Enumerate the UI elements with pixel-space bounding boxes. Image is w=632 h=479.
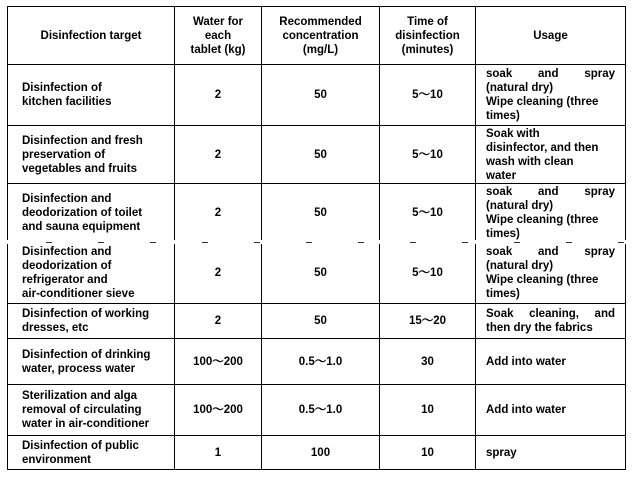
cell-concentration: 50	[262, 65, 380, 126]
cell-usage: Soak with disinfector, and then wash with clean water	[476, 126, 626, 184]
cell-concentration: 50	[262, 126, 380, 184]
cell-time: 5～10	[380, 243, 476, 304]
cell-usage: Add into water	[476, 339, 626, 385]
cell-water: 100～200	[175, 339, 262, 385]
cell-time: 30	[380, 339, 476, 385]
table-body	[8, 65, 626, 470]
cell-concentration: 100	[262, 436, 380, 470]
table-row	[8, 184, 626, 243]
cell-water: 2	[175, 126, 262, 184]
cell-time: 5～10	[380, 126, 476, 184]
cell-concentration: 0.5～1.0	[262, 385, 380, 436]
cell-target: Disinfection of kitchen facilities	[8, 65, 175, 126]
cell-water: 2	[175, 243, 262, 304]
cell-water: 2	[175, 304, 262, 339]
cell-concentration: 50	[262, 184, 380, 243]
cell-target: Disinfection of working dresses, etc	[8, 304, 175, 339]
cell-water: 1	[175, 436, 262, 470]
table-row	[8, 436, 626, 470]
cell-usage: Soak cleaning, and then dry the fabrics	[476, 304, 626, 339]
header-water: Water for each tablet (kg)	[175, 7, 262, 65]
header-row	[8, 7, 626, 65]
table-row	[8, 126, 626, 184]
cell-time: 5～10	[380, 65, 476, 126]
cell-time: 10	[380, 385, 476, 436]
cell-concentration: 0.5～1.0	[262, 339, 380, 385]
cell-water: 100～200	[175, 385, 262, 436]
cell-target: Disinfection and deodorization of toilet and sauna equipment	[8, 184, 175, 243]
cell-target: Disinfection and deodorization of refrigerator and air-conditioner sieve	[8, 243, 175, 304]
cell-water: 2	[175, 184, 262, 243]
cell-usage: soak and spray (natural dry) Wipe cleaning (three times)	[476, 65, 626, 126]
cell-concentration: 50	[262, 243, 380, 304]
cell-target: Sterilization and alga removal of circulating water in air-conditioner	[8, 385, 175, 436]
table-row	[8, 339, 626, 385]
header-target: Disinfection target	[8, 7, 175, 65]
table-row	[8, 304, 626, 339]
cell-time: 5～10	[380, 184, 476, 243]
header-time: Time of disinfection (minutes)	[380, 7, 476, 65]
cell-usage: Add into water	[476, 385, 626, 436]
header-concentration: Recommended concentration (mg/L)	[262, 7, 380, 65]
cell-time: 10	[380, 436, 476, 470]
cell-target: Disinfection of public environment	[8, 436, 175, 470]
cell-water: 2	[175, 65, 262, 126]
cell-target: Disinfection and fresh preservation of vegetables and fruits	[8, 126, 175, 184]
table-row	[8, 243, 626, 304]
cell-concentration: 50	[262, 304, 380, 339]
cell-target: Disinfection of drinking water, process water	[8, 339, 175, 385]
cell-usage: soak and spray (natural dry) Wipe cleaning (three times)	[476, 184, 626, 243]
cell-time: 15～20	[380, 304, 476, 339]
table-row	[8, 385, 626, 436]
disinfection-table	[7, 6, 626, 470]
cell-usage: spray	[476, 436, 626, 470]
table-row	[8, 65, 626, 126]
cell-usage: soak and spray (natural dry) Wipe cleaning (three times)	[476, 243, 626, 304]
header-usage: Usage	[476, 7, 626, 65]
